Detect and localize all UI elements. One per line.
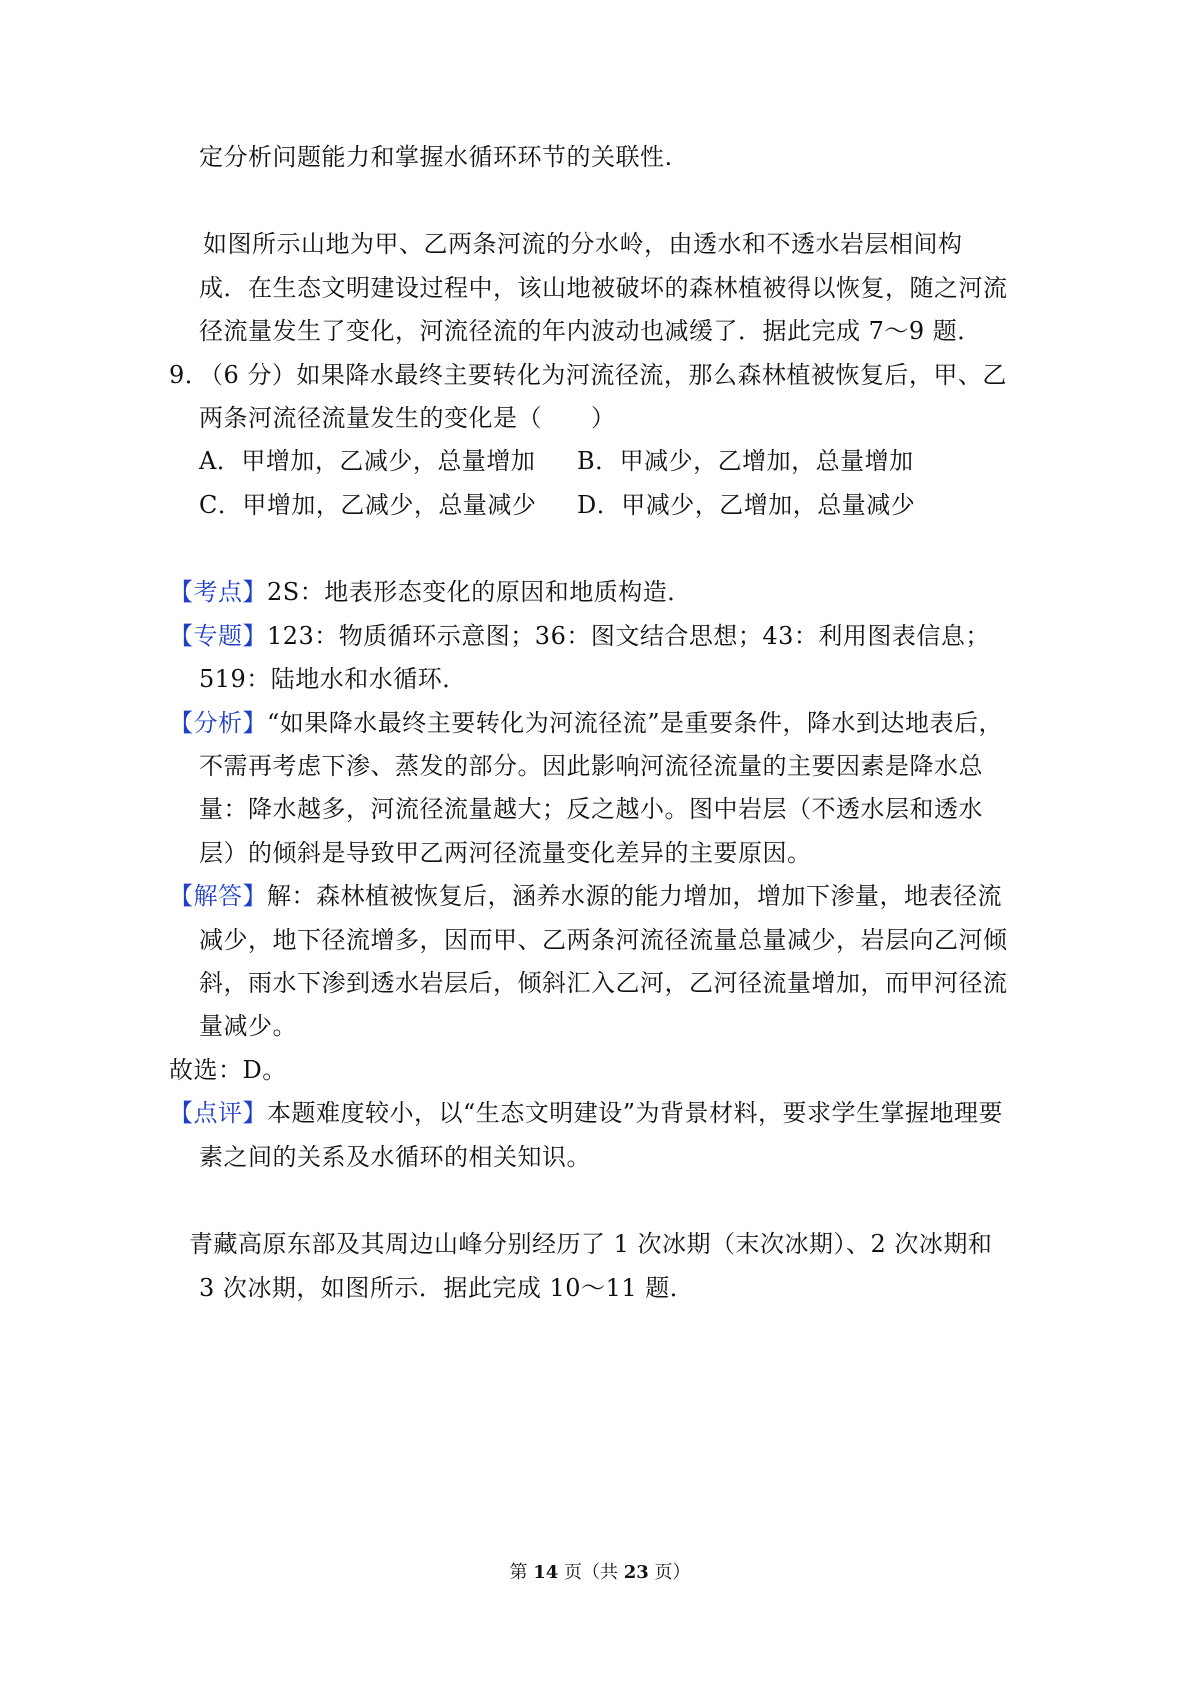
fenxi-line: 不需再考虑下渗、蒸发的部分。因此影响河流径流量的主要因素是降水总 [199,752,983,780]
passage-2-line: 青藏高原东部及其周边山峰分别经历了 1 次冰期（末次冰期）、2 次冰期和 [189,1230,993,1258]
page-footer [0,1561,1200,1585]
option-a: A．甲增加，乙减少，总量增加 [199,447,536,475]
answer-line: 故选：D。 [169,1056,287,1084]
dianping-line [169,1096,1003,1130]
footer-suffix: 页） [648,1562,691,1583]
jieda-text: 解：森林植被恢复后，涵养水源的能力增加，增加下渗量，地表径流 [267,882,1002,910]
jieda-line: 减少，地下径流增多，因而甲、乙两条河流径流量总量减少，岩层向乙河倾 [199,926,1008,954]
jieda-line: 斜，雨水下渗到透水岩层后，倾斜汇入乙河，乙河径流量增加，而甲河径流 [199,969,1008,997]
question-number: 9． [169,361,210,389]
option-b: B．甲减少，乙增加，总量增加 [577,447,914,475]
intro-tail: 定分析问题能力和掌握水循环环节的关联性. [199,143,673,171]
passage-1-line: 如图所示山地为甲、乙两条河流的分水岭，由透水和不透水岩层相间构 [203,230,963,258]
fenxi-text: “如果降水最终主要转化为河流径流”是重要条件，降水到达地表后， [267,709,1004,737]
dianping-tag: 【点评】 [169,1099,267,1127]
zhuanti-line: 519：陆地水和水循环． [199,665,467,693]
kaodian-line [169,575,692,609]
passage-1-line: 径流量发生了变化，河流径流的年内波动也减缓了．据此完成 7～9 题． [199,317,982,345]
jieda-line: 量减少。 [199,1012,297,1040]
jieda-line [169,879,1002,913]
footer-page-number: 14 [533,1562,559,1583]
zhuanti-tag: 【专题】 [169,622,267,650]
kaodian-tag: 【考点】 [169,578,267,606]
footer-middle: 页（共 [558,1562,624,1583]
option-c: C．甲增加，乙减少，总量减少 [199,491,537,519]
dianping-text: 本题难度较小，以“生态文明建设”为背景材料，要求学生掌握地理要 [267,1099,1004,1127]
jieda-tag: 【解答】 [169,882,267,910]
footer-total-pages: 23 [623,1562,649,1583]
fenxi-line: 量：降水越多，河流径流量越大；反之越小。图中岩层（不透水层和透水 [199,795,983,823]
kaodian-text: 2S：地表形态变化的原因和地质构造． [267,578,692,606]
question-stem-line: 两条河流径流量发生的变化是（ ） [199,404,616,432]
passage-1-line: 成．在生态文明建设过程中，该山地被破坏的森林植被得以恢复，随之河流 [199,274,1008,302]
zhuanti-text: 123：物质循环示意图；36：图文结合思想；43：利用图表信息； [267,622,990,650]
passage-2-line: 3 次冰期，如图所示．据此完成 10～11 题． [199,1274,695,1302]
dianping-line: 素之间的关系及水循环的相关知识。 [199,1143,591,1171]
zhuanti-line [169,619,990,653]
fenxi-line [169,706,1003,740]
question-stem-line: （6 分）如果降水最终主要转化为河流径流，那么森林植被恢复后，甲、乙 [199,361,1007,389]
footer-prefix: 第 [509,1562,534,1583]
fenxi-tag: 【分析】 [169,709,267,737]
fenxi-line: 层）的倾斜是导致甲乙两河径流量变化差异的主要原因。 [199,839,812,867]
option-d: D．甲减少，乙增加，总量减少 [577,491,916,519]
